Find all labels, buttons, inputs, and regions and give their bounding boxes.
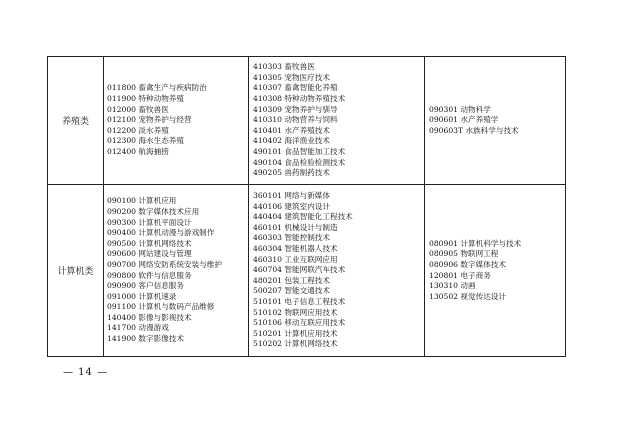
list-item (253, 126, 424, 137)
major-code: 410308 (253, 94, 282, 104)
major-code: 460304 (253, 244, 282, 254)
major-name: 智能网联汽车技术 (284, 265, 346, 275)
major-code: 360101 (253, 191, 282, 201)
major-name: 计算机应用技术 (284, 328, 338, 338)
major-code: 120801 (429, 270, 458, 280)
major-code: 410309 (253, 104, 282, 114)
undergraduate-majors-cell (425, 57, 566, 185)
major-name: 动物营养与饲料 (284, 115, 338, 125)
list-item (429, 271, 565, 282)
major-code: 490101 (253, 146, 282, 156)
undergraduate-majors-cell (425, 185, 566, 357)
category-cell: 计算机类 (48, 185, 104, 357)
major-code: 510201 (253, 328, 282, 338)
major-code: 090700 (107, 259, 136, 269)
major-name: 食品智能加工技术 (284, 146, 346, 156)
major-code: 140400 (107, 312, 136, 322)
table-row (48, 57, 566, 185)
major-code: 012200 (107, 125, 136, 135)
major-code: 480201 (253, 275, 282, 285)
major-code: 090900 (107, 281, 136, 291)
major-code: 011900 (107, 94, 136, 104)
major-name: 软件与信息服务 (138, 270, 192, 280)
list-item (107, 126, 248, 137)
list-item (253, 265, 424, 276)
list-item (253, 329, 424, 340)
major-code: 090300 (107, 217, 136, 227)
list-item (107, 83, 248, 94)
major-name: 水产养殖技术 (284, 125, 330, 135)
major-name: 计算机与数码产品维修 (138, 302, 215, 312)
major-name: 智能机器人技术 (284, 244, 338, 254)
major-code: 510102 (253, 307, 282, 317)
major-name: 移动互联应用技术 (284, 318, 346, 328)
list-item (253, 318, 424, 329)
major-name: 物联网应用技术 (284, 307, 338, 317)
list-item (107, 313, 248, 324)
major-name: 特种动物养殖 (138, 94, 184, 104)
list-item (253, 308, 424, 319)
list-item (429, 105, 565, 116)
major-name: 客户信息服务 (138, 281, 184, 291)
major-name: 特种动物养殖技术 (284, 94, 346, 104)
list-item (107, 115, 248, 126)
major-name: 网站建设与管理 (138, 249, 192, 259)
list-item (107, 281, 248, 292)
major-name: 畜禽智能化养殖 (284, 83, 338, 93)
vocational-majors-cell (249, 185, 425, 357)
major-code: 141900 (107, 334, 136, 344)
major-code: 510202 (253, 339, 282, 349)
major-code: 012400 (107, 146, 136, 156)
table-row (48, 185, 566, 357)
list-item (253, 276, 424, 287)
major-name: 动漫游戏 (138, 323, 169, 333)
major-name: 淡水养殖 (138, 125, 169, 135)
major-name: 数字影像技术 (138, 334, 184, 344)
major-name: 航海捕捞 (138, 146, 169, 156)
major-table (47, 56, 566, 357)
major-code: 460303 (253, 233, 282, 243)
major-code: 410303 (253, 62, 282, 72)
major-code: 460101 (253, 222, 282, 232)
major-name: 计算机速录 (138, 291, 177, 301)
major-name: 宠物医疗技术 (284, 72, 330, 82)
vocational-majors-cell (249, 57, 425, 185)
list-item (253, 94, 424, 105)
list-item (107, 94, 248, 105)
major-code: 490205 (253, 168, 282, 178)
major-code: 410307 (253, 83, 282, 93)
list-item (253, 255, 424, 266)
major-code: 510106 (253, 318, 282, 328)
major-name: 水族科学与技术 (465, 125, 519, 135)
major-name: 计算机应用 (138, 196, 177, 206)
page-number: — 14 — (63, 367, 109, 378)
list-item (107, 207, 248, 218)
major-code: 410401 (253, 125, 282, 135)
major-name: 建筑室内设计 (284, 201, 330, 211)
list-item (429, 249, 565, 260)
list-item (107, 260, 248, 271)
major-code: 460704 (253, 265, 282, 275)
list-item (107, 228, 248, 239)
major-name: 网络与新媒体 (284, 191, 330, 201)
major-name: 畜禽生产与疾病防治 (138, 83, 207, 93)
major-name: 食品检验检测技术 (284, 157, 346, 167)
major-name: 电子商务 (460, 270, 491, 280)
major-code: 410402 (253, 136, 282, 146)
list-item (253, 244, 424, 255)
major-name: 物联网工程 (460, 249, 499, 259)
major-name: 动物科学 (460, 104, 491, 114)
list-item (253, 136, 424, 147)
list-item (253, 191, 424, 202)
major-code: 130310 (429, 281, 458, 291)
major-name: 海洋渔业技术 (284, 136, 330, 146)
list-item (429, 292, 565, 303)
list-item (107, 196, 248, 207)
list-item (429, 126, 565, 137)
list-item (107, 323, 248, 334)
major-code: 510101 (253, 296, 282, 306)
major-code: 410305 (253, 72, 282, 82)
major-code: 012300 (107, 136, 136, 146)
major-name: 包装工程技术 (284, 275, 330, 285)
major-name: 水产养殖学 (460, 115, 499, 125)
list-item (253, 105, 424, 116)
major-code: 080906 (429, 259, 458, 269)
major-code: 141700 (107, 323, 136, 333)
major-name: 数字媒体技术应用 (138, 206, 200, 216)
major-code: 090200 (107, 206, 136, 216)
major-code: 410310 (253, 115, 282, 125)
list-item (253, 212, 424, 223)
major-name: 机械设计与制造 (284, 222, 338, 232)
major-name: 宠物养护与驯导 (284, 104, 338, 114)
major-code: 080901 (429, 238, 458, 248)
list-item (253, 115, 424, 126)
list-item (107, 271, 248, 282)
major-code: 500207 (253, 286, 282, 296)
list-item (107, 136, 248, 147)
list-item (253, 286, 424, 297)
major-name: 工业互联网应用 (284, 254, 338, 264)
major-code: 440106 (253, 201, 282, 211)
list-item (107, 302, 248, 313)
list-item (429, 115, 565, 126)
major-name: 电子信息工程技术 (284, 296, 346, 306)
list-item (429, 239, 565, 250)
list-item (107, 218, 248, 229)
list-item (107, 334, 248, 345)
major-code: 091000 (107, 291, 136, 301)
list-item (107, 292, 248, 303)
major-code: 012000 (107, 104, 136, 114)
major-code: 130502 (429, 291, 458, 301)
major-name: 畜牧兽医 (138, 104, 169, 114)
major-code: 090500 (107, 238, 136, 248)
major-code: 091100 (107, 302, 136, 312)
major-name: 兽药制药技术 (284, 168, 330, 178)
list-item (253, 233, 424, 244)
major-name: 计算机动漫与游戏制作 (138, 228, 215, 238)
major-code: 080905 (429, 249, 458, 259)
major-name: 海水生态养殖 (138, 136, 184, 146)
major-name: 计算机网络技术 (138, 238, 192, 248)
major-code: 090600 (107, 249, 136, 259)
list-item (253, 73, 424, 84)
list-item (253, 223, 424, 234)
list-item (253, 297, 424, 308)
major-name: 建筑智能化工程技术 (284, 212, 353, 222)
major-code: 490104 (253, 157, 282, 167)
major-name: 网络安防系统安装与维护 (138, 259, 222, 269)
list-item (253, 147, 424, 158)
major-code: 011800 (107, 83, 136, 93)
major-name: 宠物养护与经营 (138, 115, 192, 125)
major-code: 090100 (107, 196, 136, 206)
major-name: 智能控制技术 (284, 233, 330, 243)
list-item (107, 239, 248, 250)
category-cell: 养殖类 (48, 57, 104, 185)
major-name: 畜牧兽医 (284, 62, 315, 72)
major-code: 090603T (429, 125, 464, 135)
major-name: 计算机科学与技术 (460, 238, 522, 248)
list-item (253, 62, 424, 73)
major-name: 计算机平面设计 (138, 217, 192, 227)
major-name: 智能交通技术 (284, 286, 330, 296)
major-code: 090601 (429, 115, 458, 125)
major-code: 440404 (253, 212, 282, 222)
major-name: 视觉传达设计 (460, 291, 506, 301)
secondary-majors-cell (104, 185, 249, 357)
list-item (253, 202, 424, 213)
major-name: 数字媒体技术 (460, 259, 506, 269)
major-name: 计算机网络技术 (284, 339, 338, 349)
list-item (107, 105, 248, 116)
major-code: 012100 (107, 115, 136, 125)
major-code: 090400 (107, 228, 136, 238)
major-name: 影像与影视技术 (138, 312, 192, 322)
list-item (107, 147, 248, 158)
secondary-majors-cell (104, 57, 249, 185)
major-code: 090301 (429, 104, 458, 114)
list-item (253, 168, 424, 179)
list-item (107, 249, 248, 260)
major-code: 460310 (253, 254, 282, 264)
major-code: 090800 (107, 270, 136, 280)
list-item (253, 158, 424, 169)
list-item (429, 260, 565, 271)
list-item (253, 339, 424, 350)
major-name: 动画 (460, 281, 476, 291)
list-item (429, 281, 565, 292)
list-item (253, 83, 424, 94)
